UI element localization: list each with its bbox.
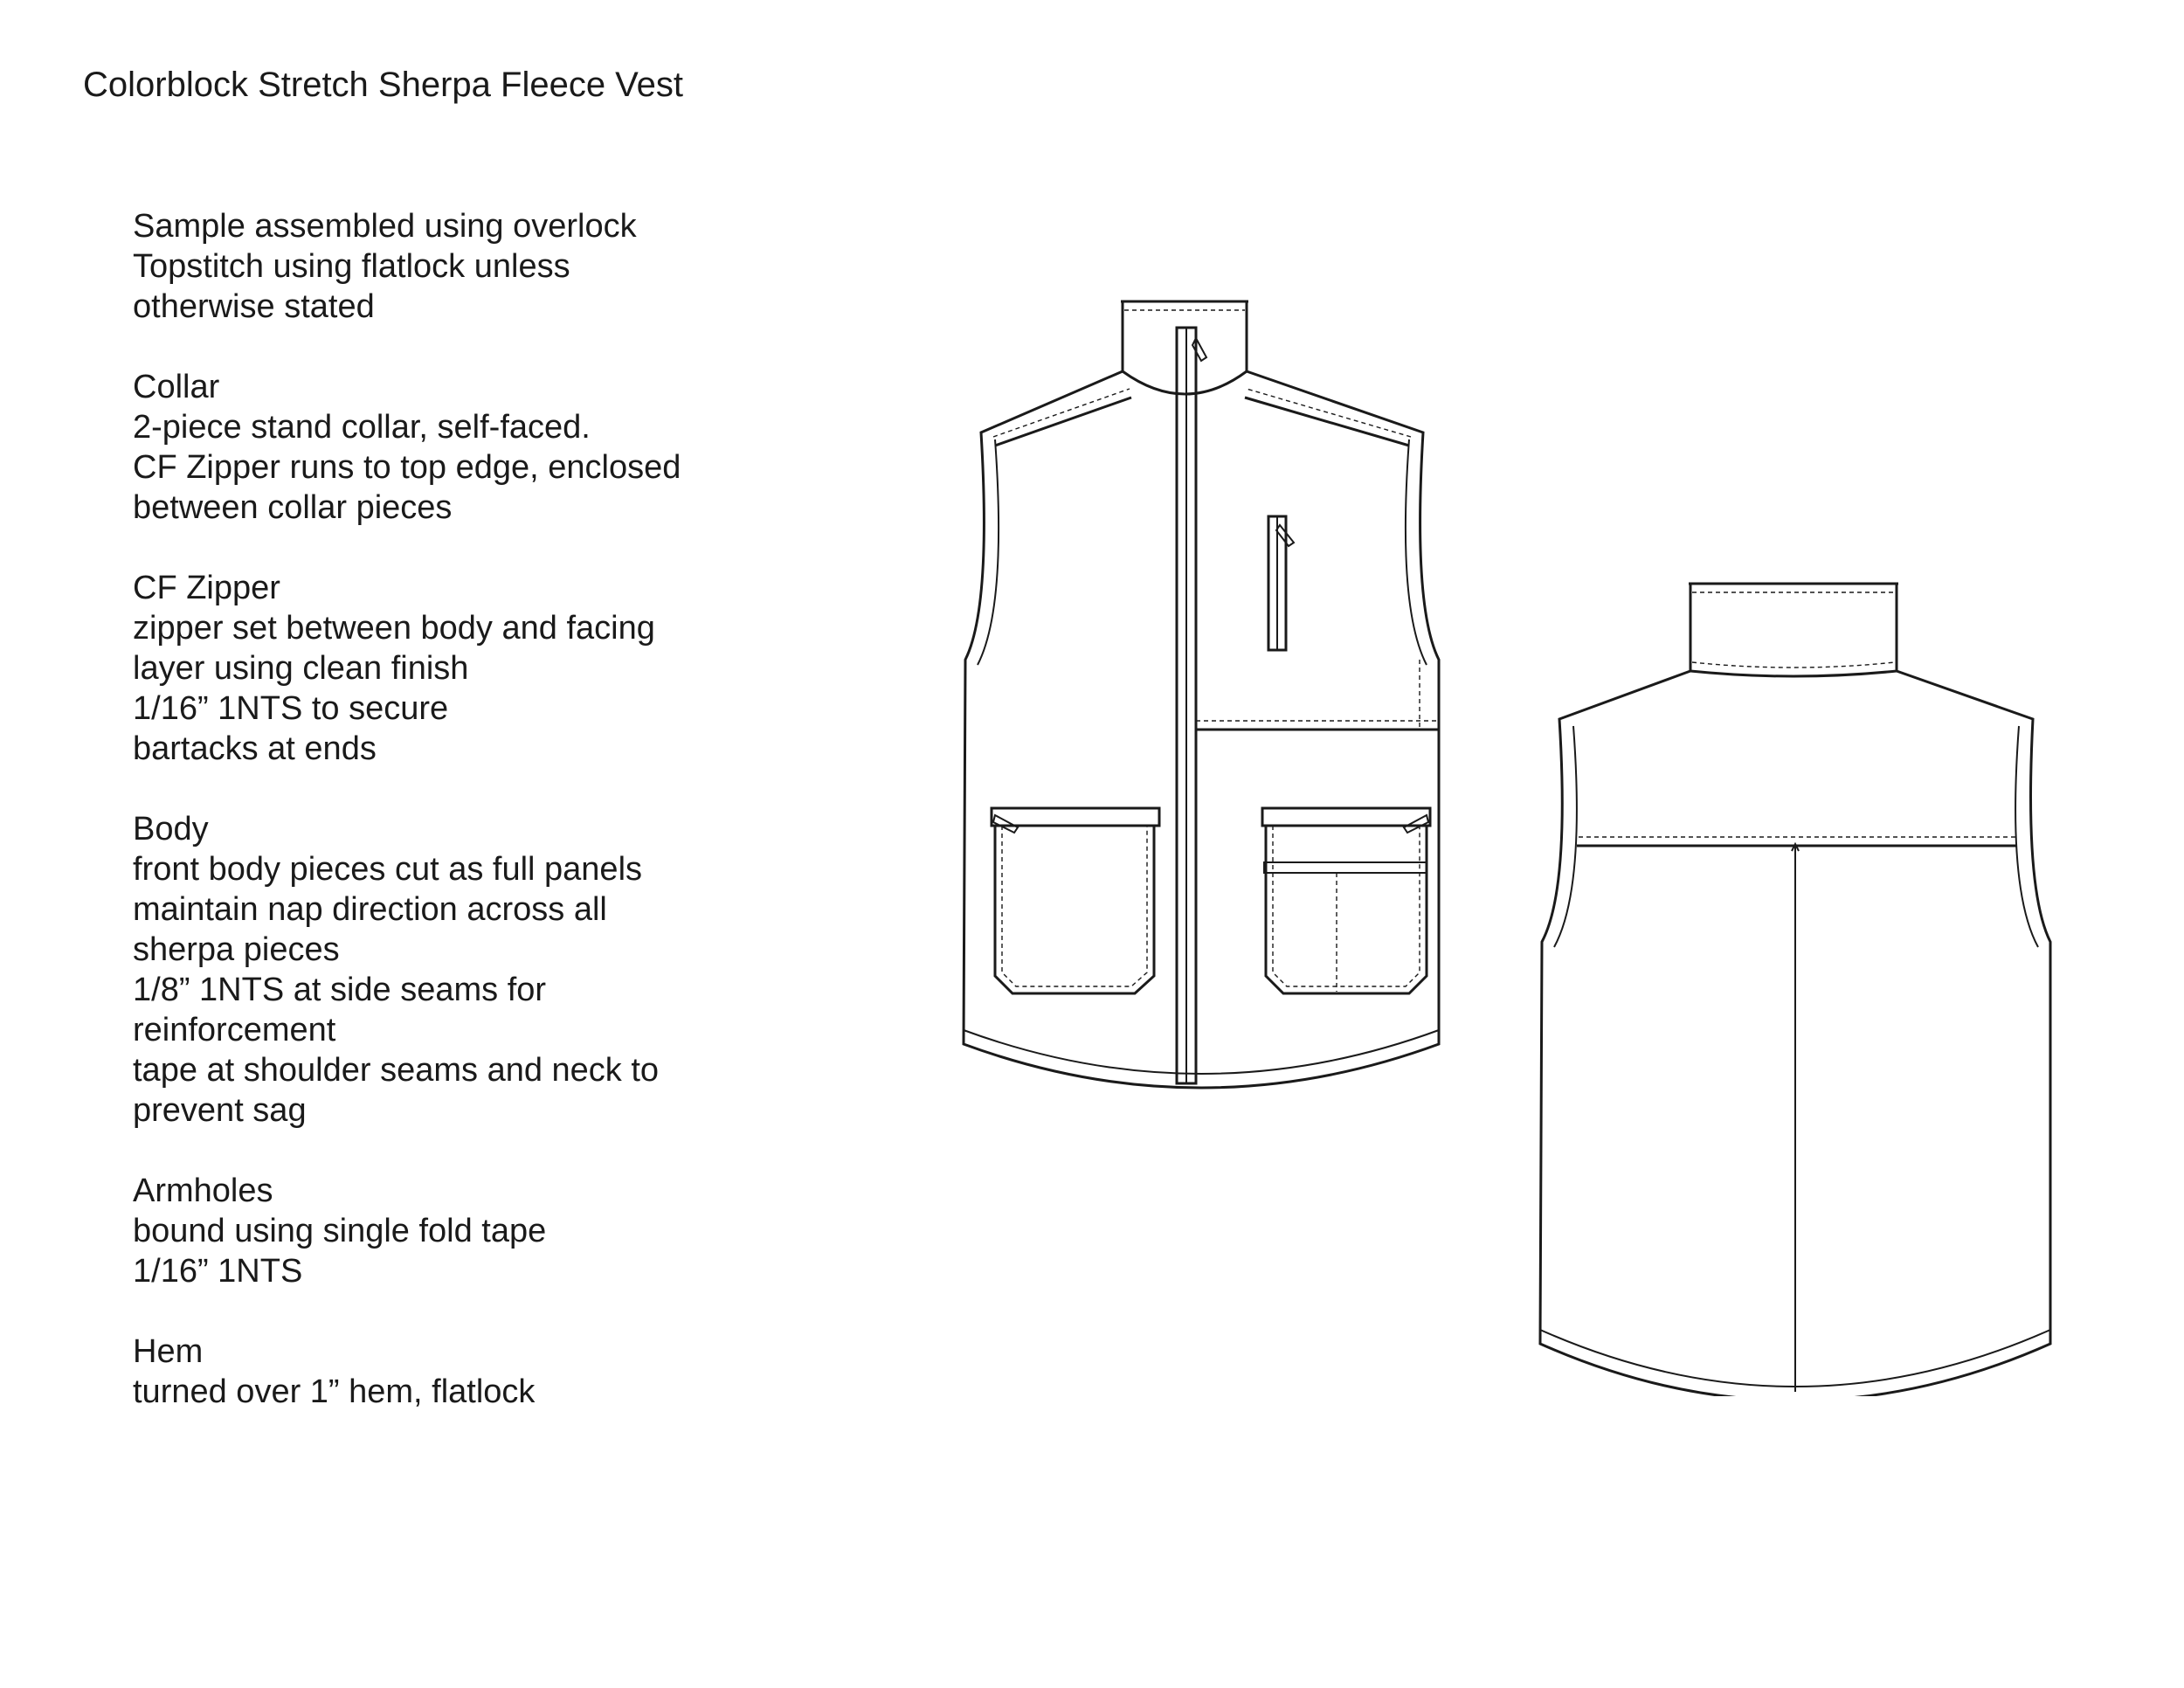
section-heading: CF Zipper (133, 570, 280, 606)
collar-notes (133, 367, 832, 528)
note-line: bartacks at ends (133, 730, 377, 767)
armholes-notes (133, 1171, 832, 1291)
note-line: otherwise stated (133, 288, 375, 325)
note-line: 1/16” 1NTS to secure (133, 690, 449, 727)
note-line: Topstitch using flatlock unless (133, 248, 570, 285)
left-pocket-zip-pull (993, 815, 1018, 833)
right-yoke-topstitch (1247, 389, 1411, 437)
note-line: 1/8” 1NTS at side seams for (133, 972, 547, 1008)
back-vest-flat (1533, 575, 2057, 1396)
note-line: between collar pieces (133, 489, 453, 526)
front-collar (1123, 301, 1247, 394)
left-yoke-topstitch (993, 389, 1130, 437)
section-heading: Body (133, 811, 209, 847)
back-left-armhole-binding (1554, 726, 1577, 947)
note-line: sherpa pieces (133, 931, 340, 968)
note-line: layer using clean finish (133, 650, 469, 687)
hem-notes (133, 1332, 832, 1412)
body-notes (133, 809, 832, 1131)
right-pocket-welt (1262, 808, 1430, 826)
note-line: tape at shoulder seams and neck to (133, 1052, 660, 1089)
section-heading: Hem (133, 1333, 204, 1370)
left-armhole-binding (978, 439, 999, 665)
note-line: prevent sag (133, 1092, 307, 1129)
right-yoke-seam (1245, 398, 1409, 446)
note-line: 1/16” 1NTS (133, 1253, 303, 1290)
right-pocket-topstitch (1273, 826, 1420, 986)
front-vest-flat (957, 293, 1481, 1114)
back-collar (1690, 584, 1897, 676)
construction-notes (133, 206, 832, 1452)
cf-zipper-notes (133, 568, 832, 769)
right-pocket-zip-pull (1404, 815, 1428, 833)
general-notes (133, 206, 832, 327)
left-pocket-welt (992, 808, 1159, 826)
note-line: turned over 1” hem, flatlock (133, 1373, 536, 1410)
zipper-pull (1192, 338, 1206, 361)
right-pocket-flap (1264, 862, 1427, 873)
note-line: zipper set between body and facing (133, 610, 655, 647)
note-line: CF Zipper runs to top edge, enclosed (133, 449, 681, 486)
note-line: bound using single fold tape (133, 1213, 547, 1249)
back-right-armhole-binding (2015, 726, 2038, 947)
section-heading: Armholes (133, 1173, 273, 1209)
back-collar-seam-stitch (1692, 662, 1895, 668)
left-yoke-seam (995, 398, 1131, 446)
document-title: Colorblock Stretch Sherpa Fleece Vest (83, 66, 684, 104)
left-pocket-bag (995, 826, 1154, 993)
right-armhole-binding (1406, 439, 1427, 665)
right-pocket-bag (1266, 826, 1427, 993)
left-pocket-topstitch (1002, 826, 1147, 986)
section-heading: Collar (133, 369, 220, 405)
note-line: reinforcement (133, 1012, 336, 1048)
note-line: maintain nap direction across all (133, 891, 607, 928)
note-line: 2-piece stand collar, self-faced. (133, 409, 591, 446)
note-line: front body pieces cut as full panels (133, 851, 643, 888)
note-line: Sample assembled using overlock (133, 208, 637, 245)
